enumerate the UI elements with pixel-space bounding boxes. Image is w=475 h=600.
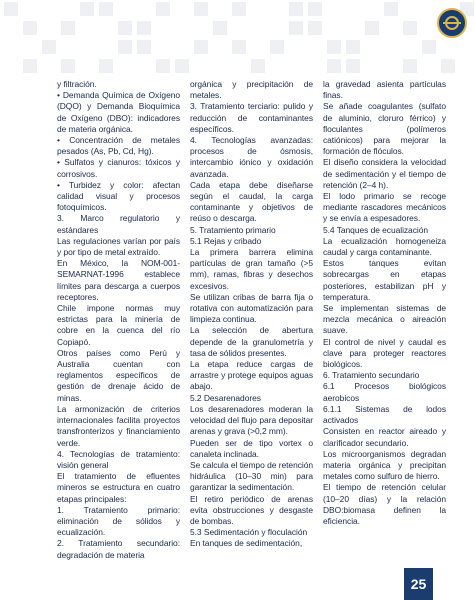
paragraph: Se calcula el tiempo de retención hidráulica (10–30 min) para garantizar la sedimentación. — [190, 459, 313, 493]
paragraph: Se añade coagulantes (sulfato de aluminio, cloruro férrico) y floculantes (polímeros catiónicos) para mejorar la formación de flóculos. — [323, 101, 446, 157]
paragraph: La etapa reduce cargas de arrastre y protege equipos aguas abajo. — [190, 359, 313, 392]
paragraph: Se implementan sistemas de mezcla mecánica o aireación suave. — [323, 303, 446, 336]
paragraph: 2. Tratamiento secundario: degradación de materia — [57, 538, 180, 560]
pattern-square — [61, 59, 75, 73]
pattern-square — [384, 2, 398, 16]
pattern-square — [441, 59, 455, 73]
pattern-square — [194, 40, 208, 54]
paragraph: El tratamiento de efluentes mineros se estructura en cuatro etapas principales: — [57, 471, 180, 504]
paragraph: 4. Tecnologías de tratamiento: visión general — [57, 448, 180, 470]
paragraph: Pueden ser de tipo vortex o canaleta inclinada. — [190, 437, 313, 459]
paragraph: la gravedad asienta partículas finas. — [323, 79, 446, 101]
pattern-square — [327, 59, 341, 73]
pattern-square — [23, 21, 37, 35]
pattern-square — [118, 40, 132, 54]
pattern-square — [403, 21, 417, 35]
paragraph: Otros países como Perú y Australia cuentan con reglamentos específicos de gestión de drenaje ácido de minas. — [57, 347, 180, 403]
paragraph: 6.1 Procesos biológicos aerobicos — [323, 381, 446, 403]
pattern-square — [99, 2, 113, 16]
pattern-square — [156, 2, 170, 16]
paragraph: 5.4 Tanques de ecualización — [323, 224, 428, 235]
pattern-square — [42, 40, 56, 54]
page-number: 25 — [404, 568, 433, 600]
pattern-square — [156, 59, 170, 73]
paragraph: Consisten en reactor aireado y clarificador secundario. — [323, 426, 446, 448]
paragraph: El control de nivel y caudal es clave para proteger reactores biológicos. — [323, 336, 446, 370]
paragraph: La selección de abertura depende de la granulometría y tasa de sólidos presentes. — [190, 325, 313, 358]
pattern-square — [232, 40, 246, 54]
paragraph: El lodo primario se recoge mediante rascadores mecánicos y se envía a espesadores. — [323, 191, 446, 224]
pattern-square — [289, 2, 303, 16]
paragraph: Los desarenadores moderan la velocidad del flujo para depositar arenas y grava (>0,2 mm). — [190, 403, 313, 437]
paragraph: 6.1.1 Sistemas de lodos activados — [323, 403, 446, 426]
pattern-square — [118, 21, 132, 35]
pattern-square — [194, 2, 208, 16]
paragraph: 3. Marco regulatorio y estándares — [57, 213, 180, 235]
logo-icon — [437, 8, 467, 38]
paragraph: • Turbidez y color: afectan calidad visual y procesos fotoquímicos. — [57, 179, 180, 213]
paragraph: 3. Tratamiento terciario: pulido y reducción de contaminantes específicos. — [190, 101, 313, 134]
pattern-square — [365, 21, 379, 35]
paragraph: • Sulfatos y cianuros: tóxicos y corrosivos. — [57, 157, 180, 179]
pattern-square — [422, 40, 436, 54]
pattern-square — [137, 21, 151, 35]
paragraph: Cada etapa debe diseñarse según el caudal, la carga contaminante y objetivos de reúso o descarga. — [190, 179, 313, 224]
paragraph: En tanques de sedimentación, — [190, 538, 303, 549]
paragraph: 5.1 Rejas y cribado — [190, 235, 262, 246]
paragraph: Estos tanques evitan sobrecargas en etapas posteriores, estabilizan pH y temperatura. — [323, 258, 446, 302]
pattern-square — [251, 59, 265, 73]
pattern-square — [270, 40, 284, 54]
paragraph: La primera barrera elimina partículas de gran tamaño (>5 mm), ramas, fibras y desechos excesivos. — [190, 247, 313, 291]
pattern-square — [137, 40, 151, 54]
pattern-square — [346, 40, 360, 54]
paragraph: 1. Tratamiento primario: eliminación de sólidos y ecualización. — [57, 504, 180, 538]
pattern-square — [175, 59, 189, 73]
paragraph: 5.2 Desarenadores — [190, 392, 261, 403]
pattern-square — [308, 21, 322, 35]
paragraph: 4. Tecnologías avanzadas: procesos de ósmosis, intercambio iónico y oxidación avanzada. — [190, 135, 313, 179]
header-pattern — [0, 0, 475, 80]
paragraph: La armonización de criterios internacionales facilita proyectos transfronterizos y financiamiento verde. — [57, 403, 180, 448]
column-1 — [57, 79, 180, 579]
paragraph: • Concentración de metales pesados (As, Pb, Cd, Hg). — [57, 135, 180, 157]
text-columns — [57, 79, 447, 579]
pattern-square — [346, 59, 360, 73]
paragraph: 5.3 Sedimentación y floculación — [190, 527, 308, 538]
paragraph: La ecualización homogeneiza caudal y carga contaminante. — [323, 235, 446, 258]
paragraph: 5. Tratamiento primario — [190, 224, 276, 235]
pattern-square — [403, 59, 417, 73]
paragraph: y filtración. — [57, 79, 97, 89]
paragraph: • Demanda Química de Oxígeno (DQO) y Demanda Bioquímica de Oxígeno (DBO): indicadores de materia orgánica. — [57, 90, 180, 134]
pattern-square — [99, 59, 113, 73]
pattern-square — [327, 40, 341, 54]
paragraph: orgánica y precipitación de metales. — [190, 79, 313, 101]
paragraph: El diseño considera la velocidad de sedimentación y el tiempo de retención (2–4 h). — [323, 157, 446, 190]
column-3 — [323, 79, 446, 579]
pattern-square — [232, 2, 246, 16]
paragraph: Chile impone normas muy estrictas para la minería de cobre en la cuenca del río Copiapó. — [57, 303, 180, 347]
pattern-square — [308, 2, 322, 16]
pattern-square — [289, 21, 303, 35]
paragraph: Las regulaciones varían por país y por tipo de metal extraído. — [57, 235, 180, 258]
paragraph: El tiempo de retención celular (10–20 días) y la relación DBO:biomasa definen la eficiencia. — [323, 482, 446, 526]
pattern-square — [23, 59, 37, 73]
paragraph: Los microorganismos degradan materia orgánica y precipitan metales como sulfuro de hierro. — [323, 448, 446, 482]
pattern-square — [4, 2, 18, 16]
paragraph: 6. Tratamiento secundario — [323, 370, 420, 381]
pattern-square — [61, 21, 75, 35]
paragraph: Se utilizan cribas de barra fija o rotativa con automatización para limpieza continua. — [190, 291, 313, 325]
paragraph: El retiro periódico de arenas evita obstrucciones y desgaste de bombas. — [190, 493, 313, 526]
column-2 — [190, 79, 313, 579]
paragraph: En México, la NOM-001-SEMARNAT-1996 establece límites para descarga a cuerpos receptores. — [57, 258, 180, 302]
pattern-square — [213, 21, 227, 35]
pattern-square — [80, 2, 94, 16]
